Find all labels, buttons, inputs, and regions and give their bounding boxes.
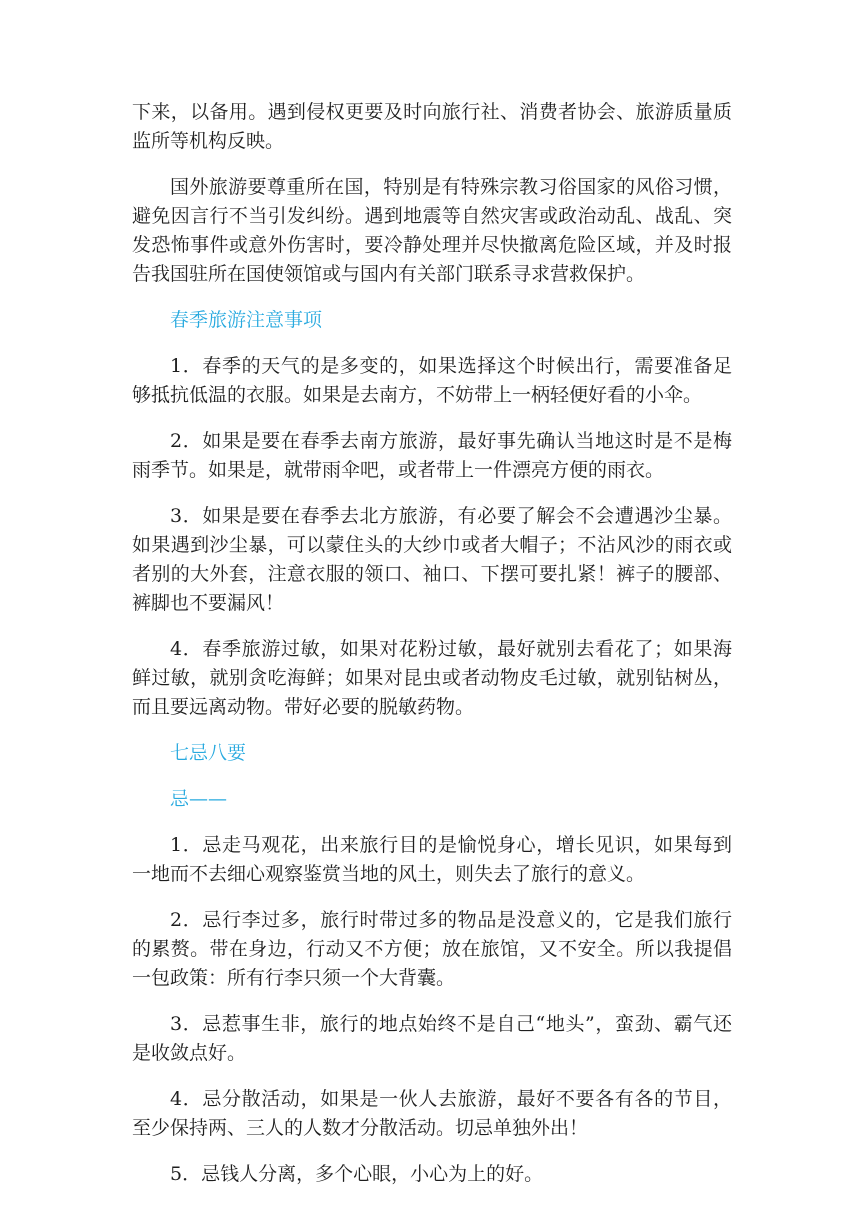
heading-donts: 忌—— [170, 788, 228, 810]
paragraph-dont-item-4: 4．忌分散活动，如果是一伙人去旅游，最好不要各有各的节目，至少保持两、三人的人数才分散活动。切忌单独外出！ [132, 1088, 732, 1139]
heading-seven-donts-eight-dos: 七忌八要 [170, 742, 247, 764]
paragraph-spring-item-4: 4．春季旅游过敏，如果对花粉过敏，最好就别去看花了；如果海鲜过敏，就别贪吃海鲜；如果对昆虫或者动物皮毛过敏，就别钻树丛，而且要远离动物。带好必要的脱敏药物。 [132, 638, 732, 718]
paragraph-dont-item-2: 2．忌行李过多，旅行时带过多的物品是没意义的，它是我们旅行的累赘。带在身边，行动又不方便；放在旅馆，又不安全。所以我提倡一包政策：所有行李只须一个大背囊。 [132, 909, 732, 989]
paragraph-spring-item-2: 2．如果是要在春季去南方旅游，最好事先确认当地这时是不是梅雨季节。如果是，就带雨伞吧，或者带上一件漂亮方便的雨衣。 [132, 430, 732, 481]
paragraph-spring-item-3: 3．如果是要在春季去北方旅游，有必要了解会不会遭遇沙尘暴。如果遇到沙尘暴，可以蒙住头的大纱巾或者大帽子；不沾风沙的雨衣或者别的大外套，注意衣服的领口、袖口、下摆可要扎紧！裤子的腰部、裤脚也不要漏风！ [132, 505, 732, 614]
document-body [132, 98, 732, 1206]
paragraph-continued: 下来，以备用。遇到侵权更要及时向旅行社、消费者协会、旅游质量质监所等机构反映。 [132, 101, 732, 152]
paragraph-dont-item-3: 3．忌惹事生非，旅行的地点始终不是自己“地头”，蛮劲、霸气还是收敛点好。 [132, 1013, 732, 1064]
paragraph-dont-item-5: 5．忌钱人分离，多个心眼，小心为上的好。 [170, 1163, 544, 1185]
paragraph-overseas-travel: 国外旅游要尊重所在国，特别是有特殊宗教习俗国家的风俗习惯，避免因言行不当引发纠纷。遇到地震等自然灾害或政治动乱、战乱、突发恐怖事件或意外伤害时，要冷静处理并尽快撤离危险区域，并及时报告我国驻所在国使领馆或与国内有关部门联系寻求营救保护。 [132, 176, 732, 285]
heading-spring-travel-notes: 春季旅游注意事项 [170, 309, 323, 331]
paragraph-dont-item-1: 1．忌走马观花，出来旅行目的是愉悦身心，增长见识，如果每到一地而不去细心观察鉴赏当地的风土，则失去了旅行的意义。 [132, 834, 732, 885]
paragraph-spring-item-1: 1．春季的天气的是多变的，如果选择这个时候出行，需要准备足够抵抗低温的衣服。如果是去南方，不妨带上一柄轻便好看的小伞。 [132, 355, 732, 406]
